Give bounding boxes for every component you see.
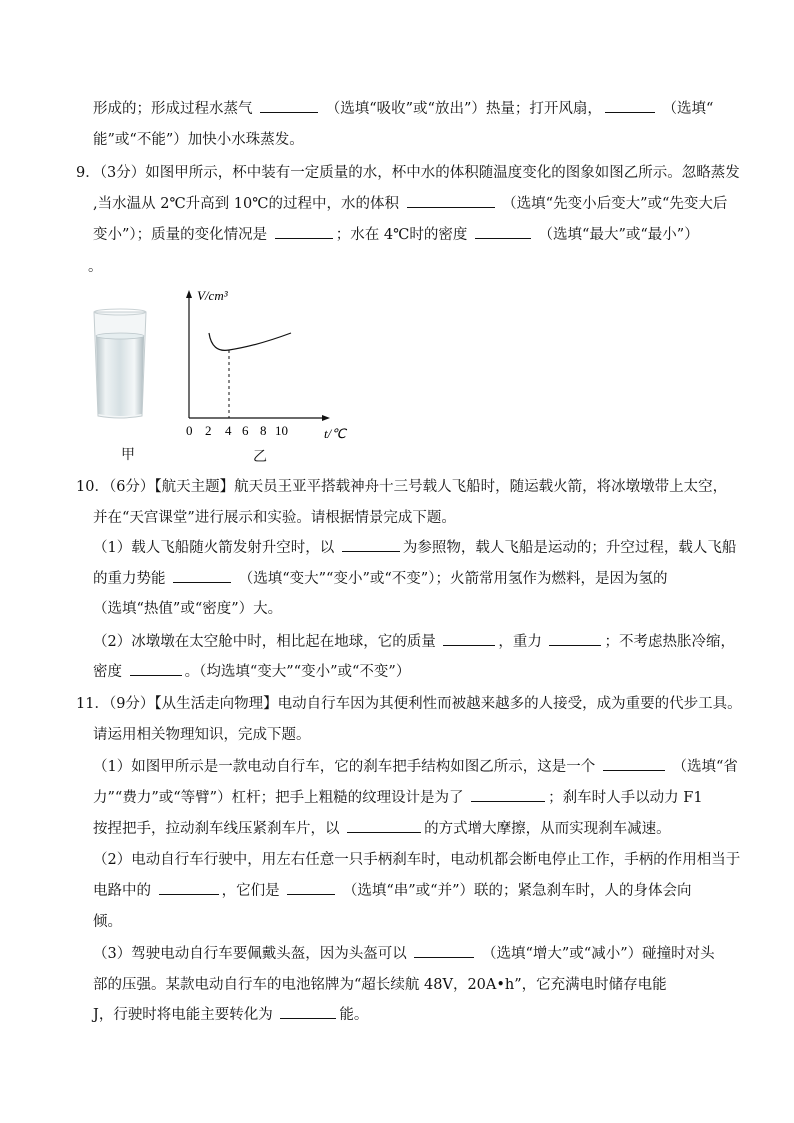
text-line: 形成的；形成过程水蒸气 （选填“吸收”或“放出”）热量；打开风扇， （选填“ bbox=[93, 98, 713, 120]
text-line: J，行驶时将电能主要转化为 能。 bbox=[93, 1004, 368, 1026]
x-tick-label: 10 bbox=[275, 423, 288, 438]
answer-blank[interactable] bbox=[260, 98, 318, 113]
answer-blank[interactable] bbox=[407, 193, 495, 208]
x-tick-label: 8 bbox=[260, 423, 267, 438]
text-line: 密度 。（均选填“变大”“变小”或“不变”） bbox=[93, 661, 410, 683]
x-axis-arrow-icon bbox=[322, 415, 330, 421]
text-line: 电路中的 ，它们是 （选填“串”或“并”）联的；紧急刹车时，人的身体会向 bbox=[93, 880, 691, 902]
figure-caption-left: 甲 bbox=[121, 447, 135, 463]
x-tick-label: 0 bbox=[186, 423, 193, 438]
answer-blank[interactable] bbox=[605, 98, 655, 113]
answer-blank[interactable] bbox=[475, 224, 531, 239]
answer-blank[interactable] bbox=[603, 756, 665, 771]
text-line: （1）载人飞船随火箭发射升空时，以 为参照物，载人飞船是运动的；升空过程，载人飞船 bbox=[93, 537, 736, 559]
water-glass-image bbox=[92, 308, 148, 420]
answer-blank[interactable] bbox=[130, 661, 182, 676]
answer-blank[interactable] bbox=[342, 537, 400, 552]
answer-blank[interactable] bbox=[471, 787, 545, 802]
text-line: 力”“费力”或“等臂”）杠杆；把手上粗糙的纹理设计是为了 ；刹车时人手以动力 F1 bbox=[93, 787, 703, 809]
volume-temperature-graph bbox=[176, 288, 366, 443]
answer-blank[interactable] bbox=[287, 880, 335, 895]
text-line: ,当水温从 2℃升高到 10℃的过程中，水的体积 （选填“先变小后变大”或“先变大后 bbox=[93, 193, 727, 215]
text-line: 的重力势能 （选填“变大”“变小”或“不变”）；火箭常用氢作为燃料，是因为氢的 bbox=[93, 568, 667, 590]
x-tick-label: 6 bbox=[242, 423, 249, 438]
text-line: 并在“天宫课堂”进行展示和实验。请根据情景完成下题。 bbox=[93, 510, 456, 526]
answer-blank[interactable] bbox=[414, 943, 474, 958]
answer-blank[interactable] bbox=[549, 631, 601, 646]
x-tick-label: 2 bbox=[205, 423, 212, 438]
text-line: （3）驾驶电动自行车要佩戴头盔，因为头盔可以 （选填“增大”或“减小”）碰撞时对头 bbox=[93, 943, 715, 965]
answer-blank[interactable] bbox=[443, 631, 495, 646]
answer-blank[interactable] bbox=[159, 880, 219, 895]
text-line: 按捏把手，拉动刹车线压紧刹车片，以 的方式增大摩擦，从而实现刹车减速。 bbox=[93, 818, 671, 840]
text-line: 能”或“不能”）加快小水珠蒸发。 bbox=[93, 132, 304, 148]
y-axis-label: V/cm³ bbox=[197, 288, 228, 303]
text-line: 倾。 bbox=[93, 914, 122, 930]
x-axis-label: t/℃ bbox=[324, 426, 346, 441]
text-line: 变小”）；质量的变化情况是 ；水在 4℃时的密度 （选填“最大”或“最小”） bbox=[93, 224, 699, 246]
text-line: （2）电动自行车行驶中，用左右任意一只手柄刹车时，电动机都会断电停止工作，手柄的作用相当于 bbox=[93, 852, 741, 868]
text-line: 部的压强。某款电动自行车的电池铭牌为“超长续航 48V，20A•h”，它充满电时储存电能 bbox=[93, 977, 667, 993]
figure-caption-right: 乙 bbox=[253, 449, 267, 465]
text-line: 请运用相关物理知识，完成下题。 bbox=[93, 727, 311, 743]
y-axis-arrow-icon bbox=[186, 290, 192, 298]
question-9-heading: 9．（3分）如图甲所示，杯中装有一定质量的水，杯中水的体积随温度变化的图象如图乙所示。忽略蒸发 bbox=[76, 165, 740, 181]
answer-blank[interactable] bbox=[347, 818, 421, 833]
text-line: （2）冰墩墩在太空舱中时，相比起在地球，它的质量 ，重力 ；不考虑热胀冷缩， bbox=[93, 631, 735, 653]
answer-blank[interactable] bbox=[173, 568, 231, 583]
answer-blank[interactable] bbox=[275, 224, 333, 239]
x-tick-label: 4 bbox=[225, 423, 232, 438]
question-11-heading: 11．（9分）【从生活走向物理】电动自行车因为其便利性而被越来越多的人接受，成为重要的代步工具。 bbox=[76, 696, 742, 712]
text-line: （1）如图甲所示是一款电动自行车，它的刹车把手结构如图乙所示，这是一个 （选填“省 bbox=[93, 756, 738, 778]
text-line: 。 bbox=[88, 259, 103, 275]
question-10-heading: 10．（6分）【航天主题】航天员王亚平搭载神舟十三号载人飞船时，随运载火箭，将冰墩墩带上太空， bbox=[76, 479, 728, 495]
answer-blank[interactable] bbox=[280, 1004, 336, 1019]
volume-curve bbox=[209, 333, 291, 350]
text-line: （选填“热值”或“密度”）大。 bbox=[93, 601, 283, 617]
